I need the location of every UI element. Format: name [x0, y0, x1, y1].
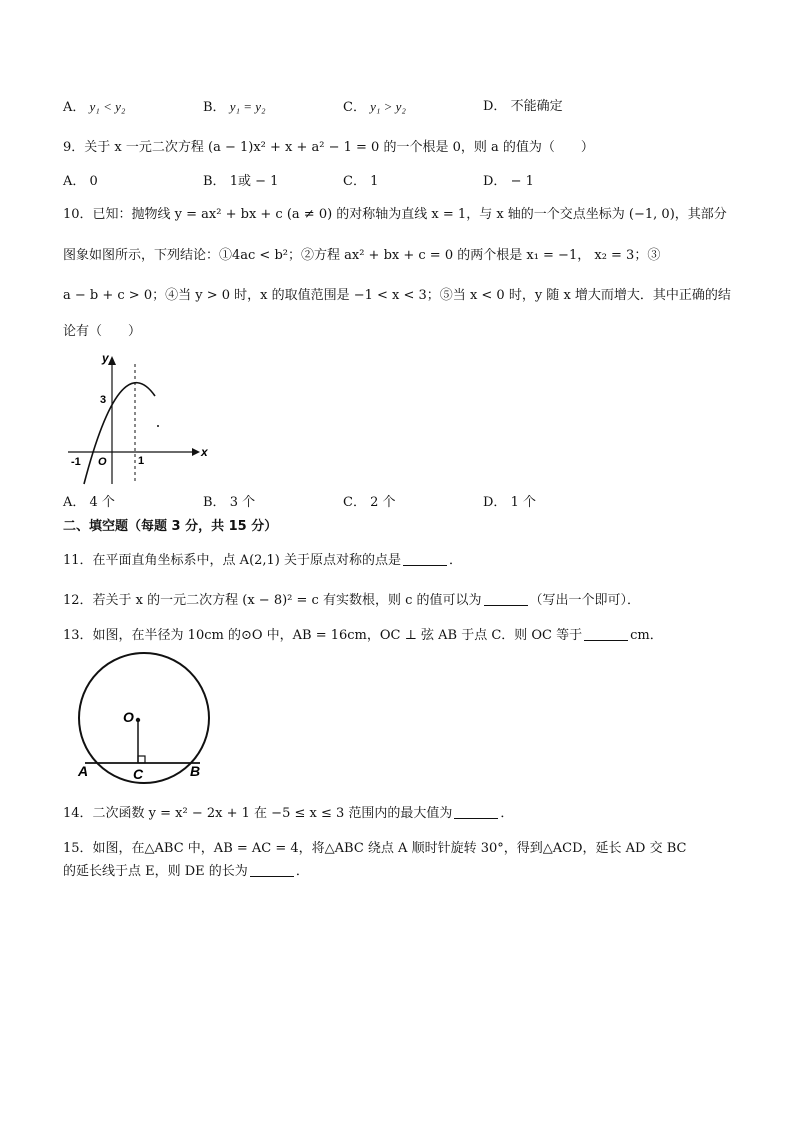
graph-label-neg1: -1 [71, 456, 81, 468]
q11-text: 11．在平面直角坐标系中，点 A(2,1) 关于原点对称的点是 ． [63, 553, 463, 568]
q11-answer-blank[interactable] [403, 551, 447, 566]
q8-option-b: B． y₁ = y₂ [203, 99, 266, 115]
q14-text: 14．二次函数 y = x² − 2x + 1 在 −5 ≤ x ≤ 3 范围内的最大值为 ． [63, 806, 514, 821]
q10-line-4: 论有（ ） [63, 324, 142, 339]
q12-answer-blank[interactable] [484, 591, 528, 606]
q10-option-c: C． 2 个 [343, 495, 396, 510]
q13-circle-figure [70, 652, 220, 784]
q10-line-1: 10．已知：抛物线 y = ax² + bx + c (a ≠ 0) 的对称轴为直线 x = 1，与 x 轴的一个交点坐标为 (−1, 0)，其部分 [63, 207, 727, 222]
graph-label-y: y [102, 351, 109, 365]
q8-option-d: D． 不能确定 [483, 99, 563, 114]
q15-line-2: 的延长线于点 E，则 DE 的长为 ． [63, 864, 309, 879]
graph-label-3: 3 [100, 394, 107, 406]
graph-label-1: 1 [138, 455, 145, 467]
y-axis-arrow [108, 356, 116, 365]
q15-answer-blank[interactable] [250, 862, 294, 877]
q10-parabola-graph [60, 348, 210, 490]
right-angle-mark [138, 756, 145, 763]
parabola-curve [84, 383, 155, 484]
q14-answer-blank[interactable] [454, 804, 498, 819]
q9-text: 9．关于 x 一元二次方程 (a − 1)x² + x + a² − 1 = 0 的一个根是 0，则 a 的值为（ ） [63, 140, 594, 155]
q8-option-a: A． y₁ < y₂ [63, 99, 126, 115]
q10-line-3: a − b + c > 0；④当 y > 0 时，x 的取值范围是 −1 < x < 3；⑤当 x < 0 时，y 随 x 增大而增大．其中正确的结 [63, 288, 731, 303]
q15-line-1: 15．如图，在△ABC 中，AB = AC = 4，将△ABC 绕点 A 顺时针旋转 30°，得到△ACD，延长 AD 交 BC [63, 841, 687, 856]
label-b: B [190, 763, 201, 779]
q13-answer-blank[interactable] [584, 626, 628, 641]
label-a: A [78, 763, 89, 779]
q10-option-a: A． 4 个 [63, 495, 115, 510]
q10-option-d: D． 1 个 [483, 495, 536, 510]
x-axis-arrow [192, 448, 200, 456]
q9-option-d: D． − 1 [483, 174, 534, 189]
center-dot [136, 718, 140, 722]
graph-label-x: x [201, 445, 208, 459]
graph-label-origin: O [98, 456, 107, 468]
q12-text: 12．若关于 x 的一元二次方程 (x − 8)² = c 有实数根，则 c 的值可以为 （写出一个即可）． [63, 593, 641, 608]
q13-text: 13．如图，在半径为 10cm 的⊙O 中，AB = 16cm，OC ⊥ 弦 AB 于点 C．则 OC 等于 cm． [63, 628, 663, 643]
q9-option-c: C． 1 [343, 174, 379, 189]
dot-mark [157, 425, 159, 427]
q10-option-b: B． 3 个 [203, 495, 256, 510]
label-o: O [123, 709, 134, 725]
q8-option-c: C． y₁ > y₂ [343, 99, 406, 115]
q10-line-2: 图象如图所示，下列结论：①4ac < b²；②方程 ax² + bx + c = 0 的两个根是 x₁ = −1， x₂ = 3；③ [63, 248, 661, 263]
q9-option-a: A． 0 [63, 174, 98, 189]
label-c: C [133, 766, 144, 782]
section-2-title: 二、填空题（每题 3 分，共 15 分） [63, 519, 278, 534]
q9-option-b: B． 1或 − 1 [203, 174, 279, 189]
